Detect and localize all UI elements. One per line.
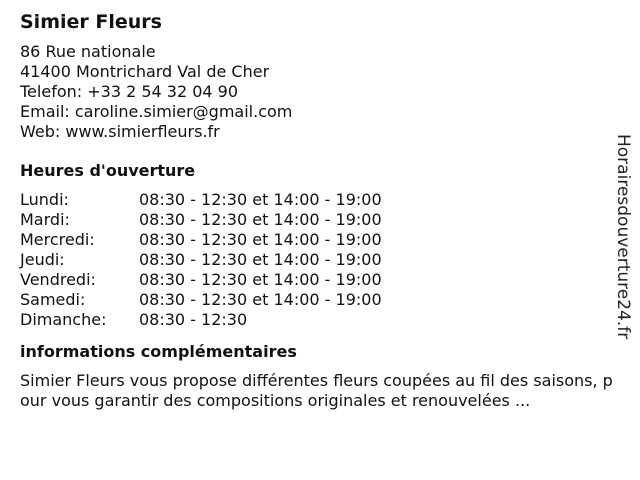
hours-day: Lundi:: [20, 190, 69, 209]
hours-day: Dimanche:: [20, 310, 107, 329]
site-watermark: Horairesdouverture24.fr: [613, 134, 633, 340]
opening-hours-heading: Heures d'ouverture: [20, 161, 196, 180]
business-name: Simier Fleurs: [20, 11, 162, 33]
hours-time: 08:30 - 12:30 et 14:00 - 19:00: [139, 190, 382, 209]
hours-time: 08:30 - 12:30 et 14:00 - 19:00: [139, 250, 382, 269]
hours-day: Jeudi:: [20, 250, 65, 269]
extra-info-heading: informations complémentaires: [20, 342, 297, 361]
hours-row-saturday: [20, 290, 620, 310]
hours-day: Vendredi:: [20, 270, 96, 289]
hours-row-wednesday: [20, 230, 620, 250]
hours-day: Mardi:: [20, 210, 70, 229]
hours-time: 08:30 - 12:30 et 14:00 - 19:00: [139, 290, 382, 309]
hours-row-monday: [20, 190, 620, 210]
hours-day: Samedi:: [20, 290, 86, 309]
hours-day: Mercredi:: [20, 230, 95, 249]
hours-time: 08:30 - 12:30 et 14:00 - 19:00: [139, 210, 382, 229]
phone-line: Telefon: +33 2 54 32 04 90: [20, 82, 239, 101]
hours-time: 08:30 - 12:30: [139, 310, 248, 329]
address-street: 86 Rue nationale: [20, 42, 156, 61]
web-line: Web: www.simierfleurs.fr: [20, 122, 220, 141]
hours-row-thursday: [20, 250, 620, 270]
extra-info-text: Simier Fleurs vous propose différentes fleurs coupées au fil des saisons, pour vous garantir des compositions originales et renouvelées ...: [20, 371, 613, 410]
business-card: [20, 10, 620, 411]
opening-hours-table: [20, 190, 620, 330]
hours-time: 08:30 - 12:30 et 14:00 - 19:00: [139, 270, 382, 289]
hours-row-tuesday: [20, 210, 620, 230]
hours-row-friday: [20, 270, 620, 290]
hours-time: 08:30 - 12:30 et 14:00 - 19:00: [139, 230, 382, 249]
email-line: Email: caroline.simier@gmail.com: [20, 102, 293, 121]
hours-row-sunday: [20, 310, 620, 330]
address-city: 41400 Montrichard Val de Cher: [20, 62, 270, 81]
